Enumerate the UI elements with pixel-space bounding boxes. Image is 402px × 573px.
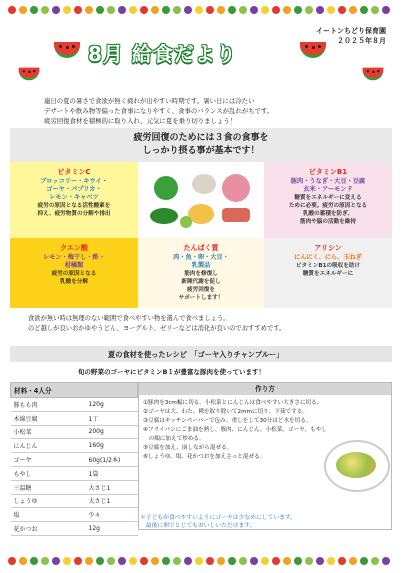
vegetable-icon [140, 557, 148, 565]
ingredient-amount: 大さじ1 [86, 480, 138, 494]
vegetable-icon [382, 557, 390, 565]
vegetable-icon [316, 557, 324, 565]
ingredient-amount: 200g [86, 425, 138, 439]
ingredient-name: 小松菜 [11, 425, 86, 439]
vegetable-icon [30, 6, 38, 14]
vegetable-icon [327, 6, 335, 14]
vegetable-icon [261, 557, 269, 565]
table-row [11, 425, 138, 439]
champuru-dish-image [324, 440, 390, 492]
vegetable-icon [239, 557, 247, 565]
vegetable-icon [118, 6, 126, 14]
vegetable-icon [305, 557, 313, 565]
vegetable-icon [338, 557, 346, 565]
note-line: のど越しが良いおかゆやうどん、ヨーグルト、ゼリーなどは消化が良いのでおすすめです。 [28, 325, 286, 332]
vegetable-icon [173, 557, 181, 565]
nutrient-foods: 豚肉・うなぎ・大豆・豆腐 玄米・アーモンド [290, 178, 366, 193]
vegetable-icon [129, 557, 137, 565]
nutrient-foods: ブロッコリー・キウイ・ ゴーヤ・パプリカ・ レモン・キャベツ [40, 178, 108, 201]
vegetable-icon [217, 6, 225, 14]
table-row [11, 522, 138, 536]
vegetable-icon [228, 557, 236, 565]
tip-line: ＊子どもが食べやすいようにゴーヤは少なめにしています。 [140, 515, 297, 521]
vegetable-icon [140, 6, 148, 14]
vegetable-icon [151, 6, 159, 14]
ingredient-name: しょうゆ [11, 494, 86, 508]
ingredient-amount: 120g [86, 398, 138, 412]
ingredient-name: 豚もも肉 [11, 398, 86, 412]
vegetable-icon [294, 6, 302, 14]
vegetable-icon [118, 557, 126, 565]
recipe-subtitle: 旬の野菜のゴーヤにビタミンB１が豊富な豚肉を使っています！ [78, 368, 265, 376]
vegetable-icon [151, 557, 159, 565]
vegetable-icon [360, 6, 368, 14]
citric-acid-card [10, 238, 138, 308]
vegetable-icon [129, 6, 137, 14]
issue-date: ２０２５年８月 [337, 37, 386, 45]
table-row [11, 439, 138, 453]
nutrient-heading: ビタミンC [57, 168, 91, 176]
vegetable-icon [74, 6, 82, 14]
step-item: ⑥しょうゆ、塩、花かつおを加えさっと混ぜる。 [143, 454, 266, 460]
banner-line: 疲労回復のためには３食の食事を [133, 133, 269, 143]
vegetable-icon [85, 557, 93, 565]
watermelon-icon [363, 68, 384, 81]
ingredient-name: にんじん [11, 439, 86, 453]
nutrient-foods: にんにく、にら、玉ねぎ [294, 254, 362, 261]
step-item: ④フライパンにごま油を熱し、豚肉、にんじん、小松菜、ゴーヤ、もやし [143, 427, 327, 433]
vegetable-icon [206, 557, 214, 565]
vegetables-illustration [146, 166, 256, 232]
vegetable-icon [30, 557, 38, 565]
table-row [11, 466, 138, 480]
nutrient-heading: アリシン [314, 244, 342, 252]
nutrient-description: 疲労の原因となる活性酸素を 抑え、疲労物質の分解や排出 [37, 203, 111, 217]
vegetable-icon [195, 6, 203, 14]
vegetable-icon [261, 6, 269, 14]
vegetable-icon [338, 6, 346, 14]
nutrient-description: 筋肉を修復し 新陳代謝を促し 疲労回復を サポートします！ [178, 271, 224, 301]
ingredient-amount: 60g(1/2本) [86, 453, 138, 467]
nutrient-foods: 肉・魚・卵・大豆・ 乳製品 [173, 254, 229, 269]
step-item: ③豆腐はキッチンペーパーで包み、重しをして30分ほど水を切る。 [143, 418, 312, 424]
ingredient-amount: 160g [86, 439, 138, 453]
vegetable-icon [305, 6, 313, 14]
vegetable-icon [283, 557, 291, 565]
steps-header: 作り方 [139, 383, 391, 395]
vegetable-icon [294, 557, 302, 565]
vegetable-icon [107, 557, 115, 565]
vegetable-icon [63, 6, 71, 14]
table-row [11, 398, 138, 412]
nutrient-grid [10, 162, 392, 308]
vitamin-c-card [10, 162, 138, 238]
recipe-title: 夏の食材を使ったレシピ 「ゴーヤ入りチャンプルー」 [108, 350, 284, 359]
ingredients-header: 材料・4人分 [11, 383, 138, 398]
vegetable-icon [360, 557, 368, 565]
ingredient-amount: 1丁 [86, 411, 138, 425]
vegetable-icon [371, 6, 379, 14]
vegetable-icon [250, 557, 258, 565]
vegetable-icon [19, 6, 27, 14]
allicin-card [264, 238, 392, 308]
ingredient-amount: 大さじ1 [86, 494, 138, 508]
ingredient-amount: 12g [86, 522, 138, 536]
vegetable-icon [239, 6, 247, 14]
vegetable-icon [217, 557, 225, 565]
ingredient-name: もやし [11, 466, 86, 480]
banner-line: しっかり摂る事が基本です！ [142, 146, 260, 156]
watermelon-icon [300, 42, 326, 58]
vegetable-icon [371, 557, 379, 565]
vegetable-icon [107, 6, 115, 14]
step-item: の順に加えて炒める。 [143, 436, 205, 442]
recipe-tips [140, 514, 296, 530]
vegetable-icon [41, 557, 49, 565]
vegetable-icon [74, 557, 82, 565]
vegetable-icon [184, 557, 192, 565]
vitamin-b1-card [264, 162, 392, 238]
note-line: 食欲が無い時は無理のない範囲で食べやすい物を選んで食べましょう。 [28, 315, 230, 322]
vegetable-border-top [8, 6, 394, 16]
nutrient-description: 疲労の原因となる 乳酸を分解 [51, 271, 97, 285]
vegetable-icon [8, 6, 16, 14]
ingredient-name: 三温糖 [11, 480, 86, 494]
ingredient-amount: 少々 [86, 508, 138, 522]
nutrient-heading: たんぱく質 [183, 244, 219, 252]
vegetable-icon [96, 6, 104, 14]
food-illustration [138, 162, 264, 238]
ingredient-amount: 1袋 [86, 466, 138, 480]
vegetable-icon [316, 6, 324, 14]
table-row [11, 411, 138, 425]
key-message-banner [10, 128, 392, 162]
page-title: 8月 給食だより [88, 42, 237, 66]
vegetable-icon [184, 6, 192, 14]
vegetable-icon [195, 557, 203, 565]
vegetable-icon [228, 6, 236, 14]
ingredients-table [10, 382, 138, 536]
table-row [11, 494, 138, 508]
intro-text [44, 96, 384, 126]
ingredient-name: 木綿豆腐 [11, 411, 86, 425]
nutrient-description: 糖質をエネルギーに変える ために必要。疲労の原因となる 乳酸の蓄積を防ぎ、 筋肉や脳の活動を維持 [288, 195, 368, 225]
watermelon-icon [54, 42, 80, 58]
vegetable-icon [272, 557, 280, 565]
vegetable-icon [272, 6, 280, 14]
protein-card [138, 238, 264, 308]
step-item: ①豚肉を3cm幅に切る。小松菜とにんじんは食べやすい大きさに切る。 [143, 400, 323, 406]
school-name: イートンちどり保育園 [316, 27, 386, 35]
vegetable-icon [250, 6, 258, 14]
vegetable-icon [19, 557, 27, 565]
watermelon-icon [19, 68, 40, 81]
nutrient-heading: クエン酸 [60, 244, 88, 252]
step-item: ⑤豆腐を加え、崩しながら混ぜる。 [143, 445, 233, 451]
nutrient-foods: レモン・梅干し・酢・ 柑橘類 [43, 254, 105, 269]
vegetable-icon [52, 6, 60, 14]
table-row [11, 480, 138, 494]
vegetable-icon [382, 6, 390, 14]
vegetable-icon [349, 557, 357, 565]
vegetable-icon [206, 6, 214, 14]
vegetable-icon [8, 557, 16, 565]
vegetable-icon [85, 6, 93, 14]
vegetable-icon [283, 6, 291, 14]
ingredient-name: ゴーヤ [11, 453, 86, 467]
intro-line: 疲労回復食材を積極的に取り入れ、元気に夏を乗り切りましょう！ [44, 117, 237, 125]
vegetable-icon [349, 6, 357, 14]
intro-line: 連日の夏の暑さで食欲が無く疲れが出やすい時期です。暑い日には冷たい [44, 97, 255, 105]
ingredient-name: 花かつお [11, 522, 86, 536]
ingredient-name: 塩 [11, 508, 86, 522]
vegetable-icon [327, 557, 335, 565]
vegetable-icon [63, 557, 71, 565]
nutrient-description: ビタミンB1の吸収を助け 糖質をエネルギーに [295, 263, 361, 277]
nutrient-heading: ビタミンB1 [308, 168, 348, 176]
vegetable-icon [52, 557, 60, 565]
step-item: ②ゴーヤは大、わた、種を取り除いて2mmに切り、下茹でする。 [143, 409, 308, 415]
intro-line: デザートや飲み物等偏った食事になりやすく、食事のバランスが乱れがちです。 [44, 107, 274, 115]
vegetable-icon [173, 6, 181, 14]
vegetable-icon [96, 557, 104, 565]
vegetable-icon [162, 6, 170, 14]
table-row [11, 508, 138, 522]
appetite-note [28, 314, 388, 334]
vegetable-icon [162, 557, 170, 565]
vegetable-icon [41, 6, 49, 14]
vegetable-border-bottom [8, 557, 394, 567]
school-info [316, 26, 386, 46]
table-row [11, 453, 138, 467]
tip-line: 最後に卵でとじてもおいしいただけます。 [140, 523, 256, 529]
